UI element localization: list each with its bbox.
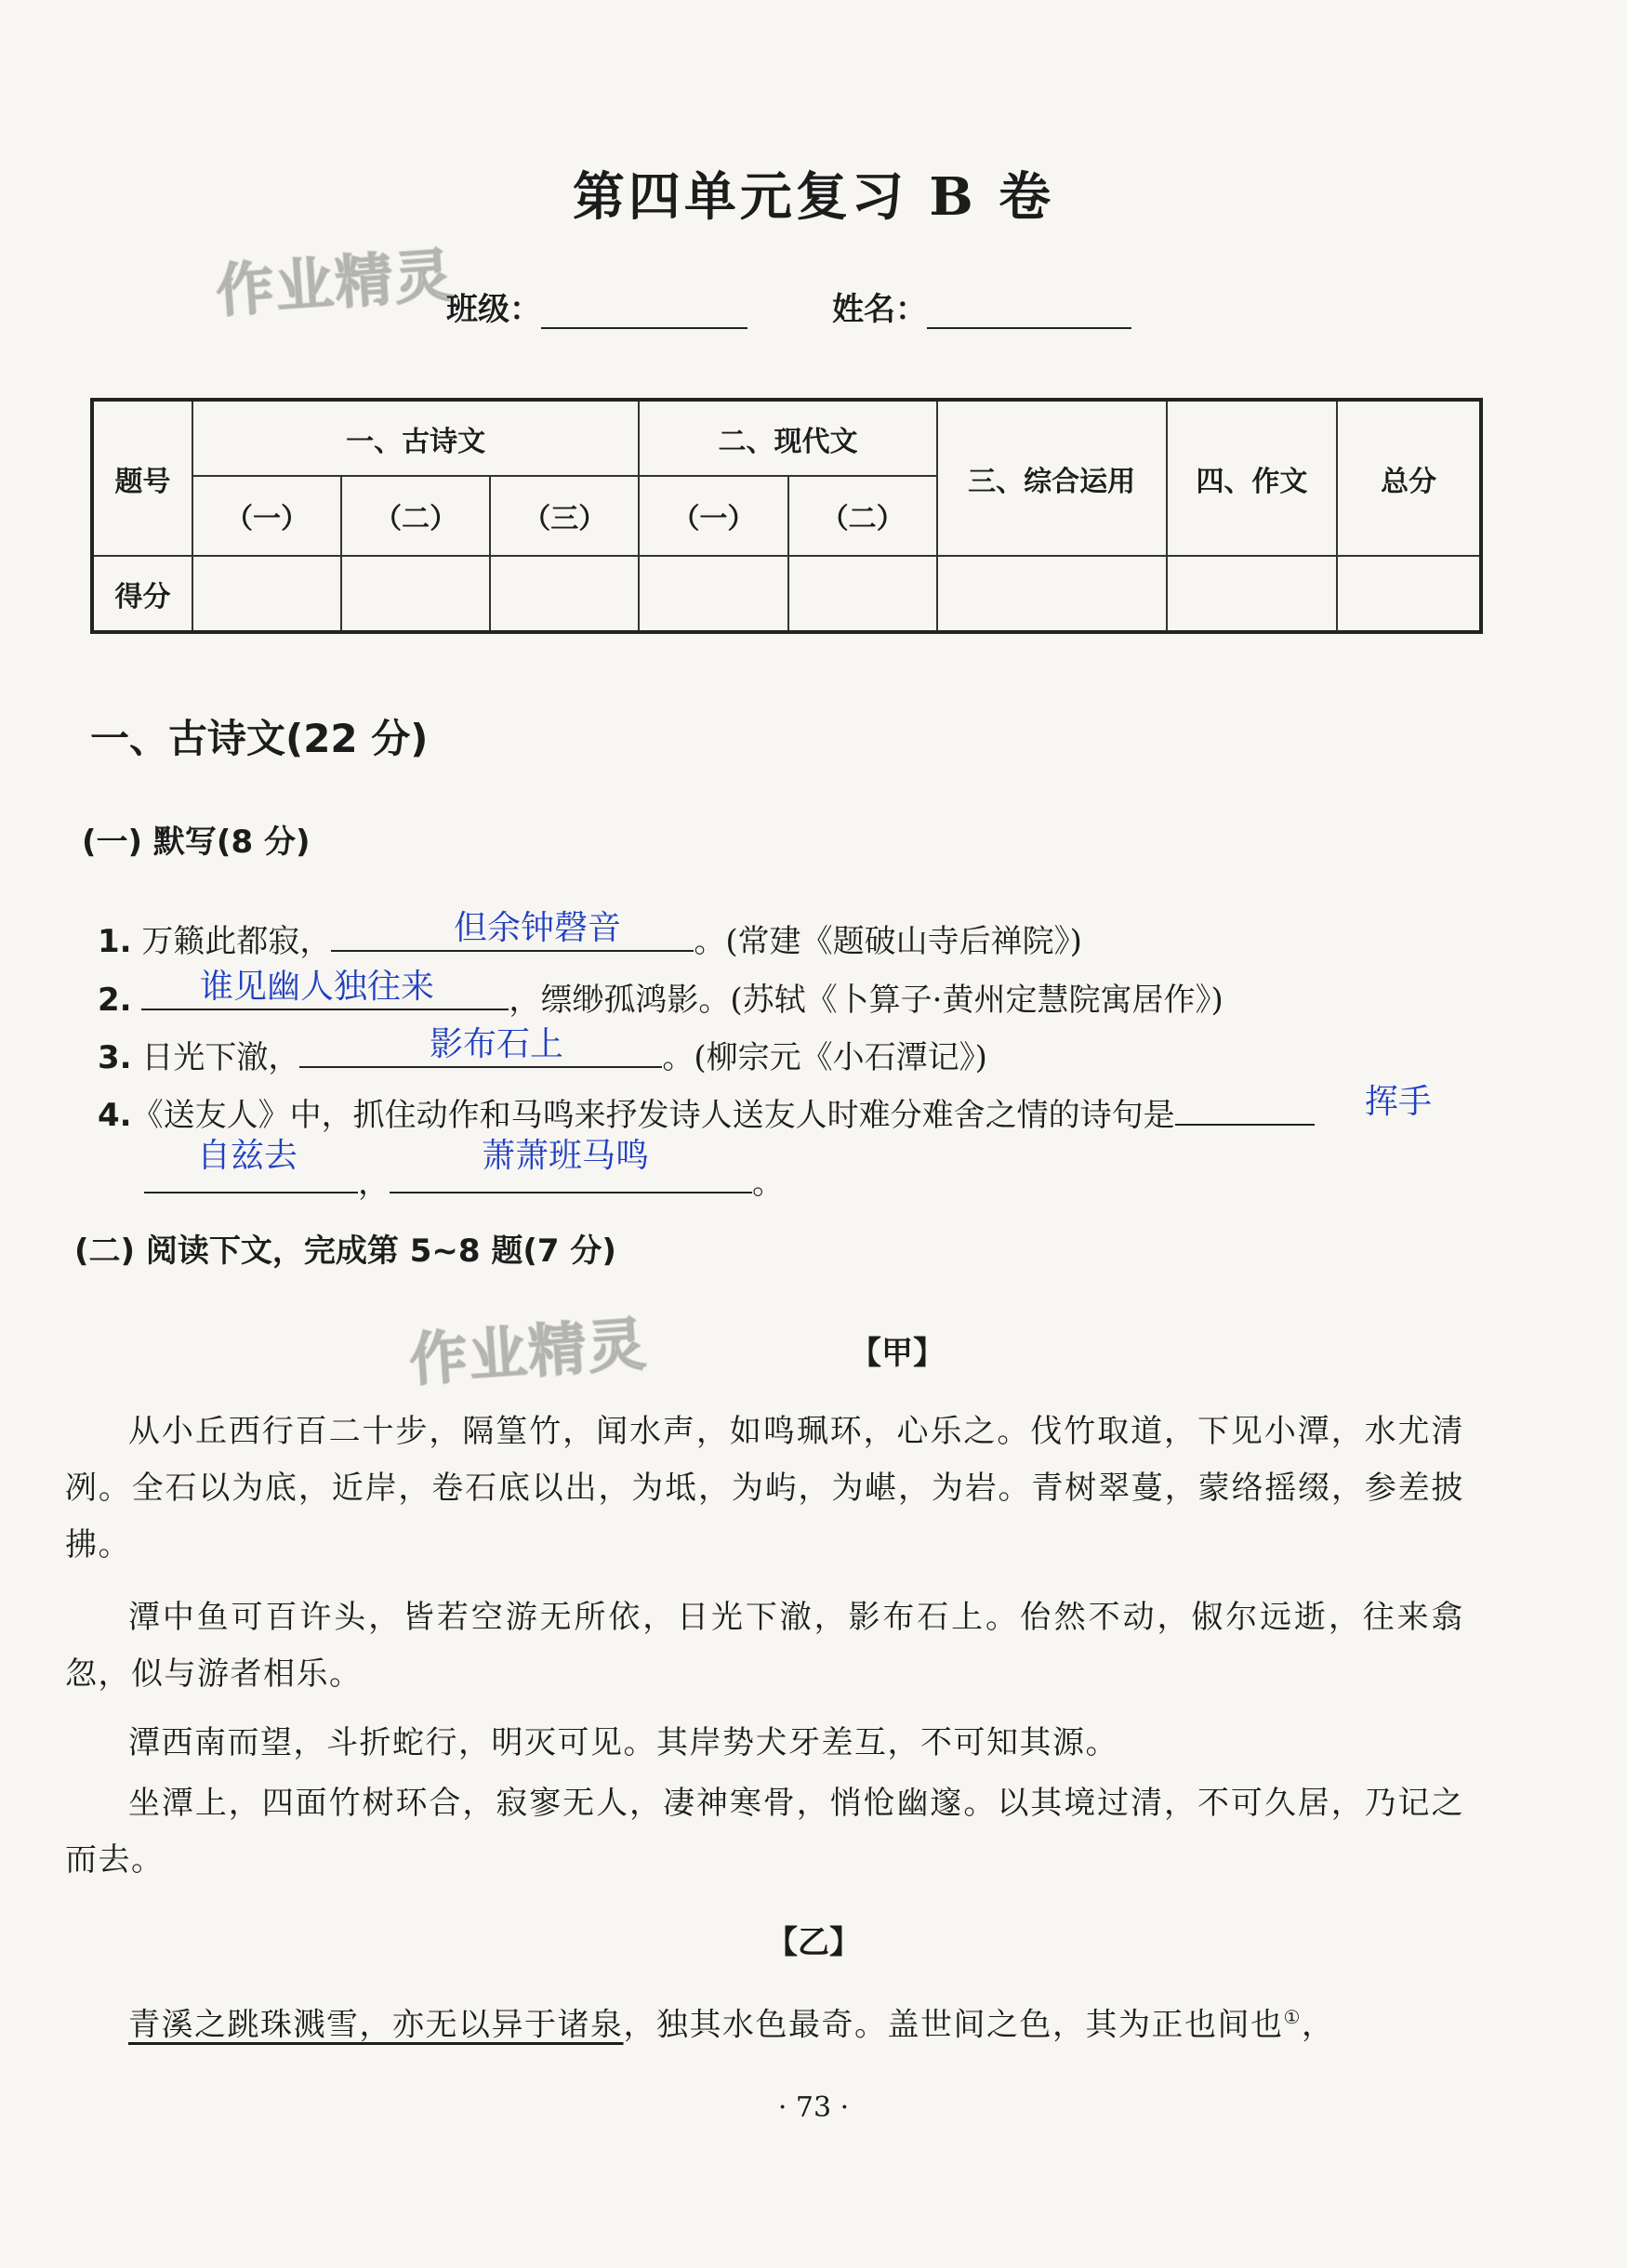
- question-3: 3. 日光下澈， 。(柳宗元《小石潭记》): [98, 1039, 987, 1076]
- part2-heading: (二) 阅读下文，完成第 5~8 题(7 分): [74, 1233, 616, 1270]
- q4-end: 。: [752, 1165, 784, 1202]
- q1-answer: 但余钟磬音: [454, 909, 622, 947]
- passage-b-rest: ，独其水色最奇。盖世间之色，其为正也间也: [623, 2006, 1284, 2044]
- score-cell: [788, 556, 937, 632]
- part1-heading: (一) 默写(8 分): [82, 824, 311, 861]
- page-title: 第四单元复习 B 卷: [572, 166, 1055, 228]
- q3-answer: 影布石上: [430, 1025, 564, 1063]
- passage-a-label: 【甲】: [850, 1335, 945, 1372]
- q4-blank-a-line1: [1175, 1123, 1315, 1126]
- name-blank: [927, 327, 1131, 329]
- sub-modern-1: （一）: [639, 476, 787, 556]
- class-label: 班级：: [446, 291, 541, 328]
- score-cell: [639, 556, 787, 632]
- q3-blank: [299, 1065, 662, 1068]
- question-2: 2. ，缥缈孤鸿影。(苏轼《卜算子·黄州定慧院寓居作》): [98, 982, 1224, 1019]
- score-cell: [192, 556, 341, 632]
- score-cell: [937, 556, 1167, 632]
- score-cell: [1337, 556, 1481, 632]
- question-1: 1. 万籁此都寂， 。(常建《题破山寺后禅院》): [98, 923, 1082, 960]
- sub-ancient-3: （三）: [490, 476, 639, 556]
- q3-before: 日光下澈，: [141, 1039, 300, 1076]
- page-number: · 73 ·: [777, 2091, 850, 2124]
- passage-b-label: 【乙】: [766, 1924, 861, 1961]
- q4-text: 《送友人》中，抓住动作和马鸣来抒发诗人送友人时难分难舍之情的诗句是: [131, 1097, 1175, 1134]
- score-cell: [1167, 556, 1338, 632]
- q1-blank: [331, 949, 694, 952]
- q4-comma: ，: [358, 1165, 390, 1202]
- name-label: 姓名：: [832, 291, 927, 328]
- name-field: [832, 284, 1131, 329]
- passage-a-paragraph: 潭中鱼可百许头，皆若空游无所依，日光下澈，影布石上。佁然不动，俶尔远逝，往来翕忽，似与游者相乐。: [65, 1599, 1464, 1693]
- score-table: [90, 398, 1483, 634]
- group-integrated: 三、综合运用: [937, 400, 1167, 556]
- passage-b-underlined: 青溪之跳珠溅雪，亦无以异于诸泉: [128, 2006, 624, 2044]
- question-4: 4.《送友人》中，抓住动作和马鸣来抒发诗人送友人时难分难舍之情的诗句是: [98, 1089, 1315, 1135]
- q4-answer-a1: 挥手: [1365, 1083, 1433, 1121]
- q1-before: 万籁此都寂，: [141, 923, 332, 960]
- group-essay: 四、作文: [1167, 400, 1338, 556]
- passage-b-end: ，: [1301, 2006, 1335, 2044]
- q4-answer-b: 萧萧班马鸣: [482, 1137, 650, 1175]
- watermark: 作业精灵: [214, 241, 456, 325]
- group-modern: 二、现代文: [639, 400, 936, 476]
- passage-a-paragraph: 坐潭上，四面竹树环合，寂寥无人，凄神寒骨，悄怆幽邃。以其境过清，不可久居，乃记之而去。: [65, 1785, 1464, 1879]
- q2-after: ，缥缈孤鸿影。(苏轼《卜算子·黄州定慧院寓居作》): [509, 982, 1224, 1019]
- q4-blank-b: [390, 1191, 752, 1193]
- q1-after: 。(常建《题破山寺后禅院》): [694, 923, 1082, 960]
- sub-modern-2: （二）: [788, 476, 937, 556]
- score-cell: [341, 556, 490, 632]
- footnote-marker: ①: [1283, 2006, 1302, 2028]
- passage-a-paragraph: 潭西南而望，斗折蛇行，明灭可见。其岸势犬牙差互，不可知其源。: [128, 1724, 1118, 1761]
- q4-answer-a2: 自兹去: [197, 1137, 298, 1175]
- watermark: 作业精灵: [407, 1310, 650, 1394]
- passage-b-paragraph: [65, 1989, 1464, 2053]
- score-row-header: 得分: [92, 556, 192, 632]
- q3-after: 。(柳宗元《小石潭记》): [662, 1039, 987, 1076]
- sub-ancient-1: （一）: [192, 476, 341, 556]
- row-header: 题号: [92, 400, 192, 556]
- q2-answer: 谁见幽人独往来: [200, 968, 435, 1006]
- group-total: 总分: [1337, 400, 1481, 556]
- score-cell: [490, 556, 639, 632]
- q4-blank-a-line2: [144, 1191, 358, 1193]
- class-blank: [541, 327, 747, 329]
- sub-ancient-2: （二）: [341, 476, 490, 556]
- q2-blank: [141, 1008, 509, 1010]
- group-ancient: 一、古诗文: [192, 400, 639, 476]
- passage-a-paragraph: 从小丘西行百二十步，隔篁竹，闻水声，如鸣珮环，心乐之。伐竹取道，下见小潭，水尤清冽。全石以为底，近岸，卷石底以出，为坻，为屿，为嵁，为岩。青树翠蔓，蒙络摇缀，参差披拂。: [65, 1413, 1464, 1563]
- class-field: [446, 284, 747, 329]
- section1-heading: 一、古诗文(22 分): [90, 716, 429, 761]
